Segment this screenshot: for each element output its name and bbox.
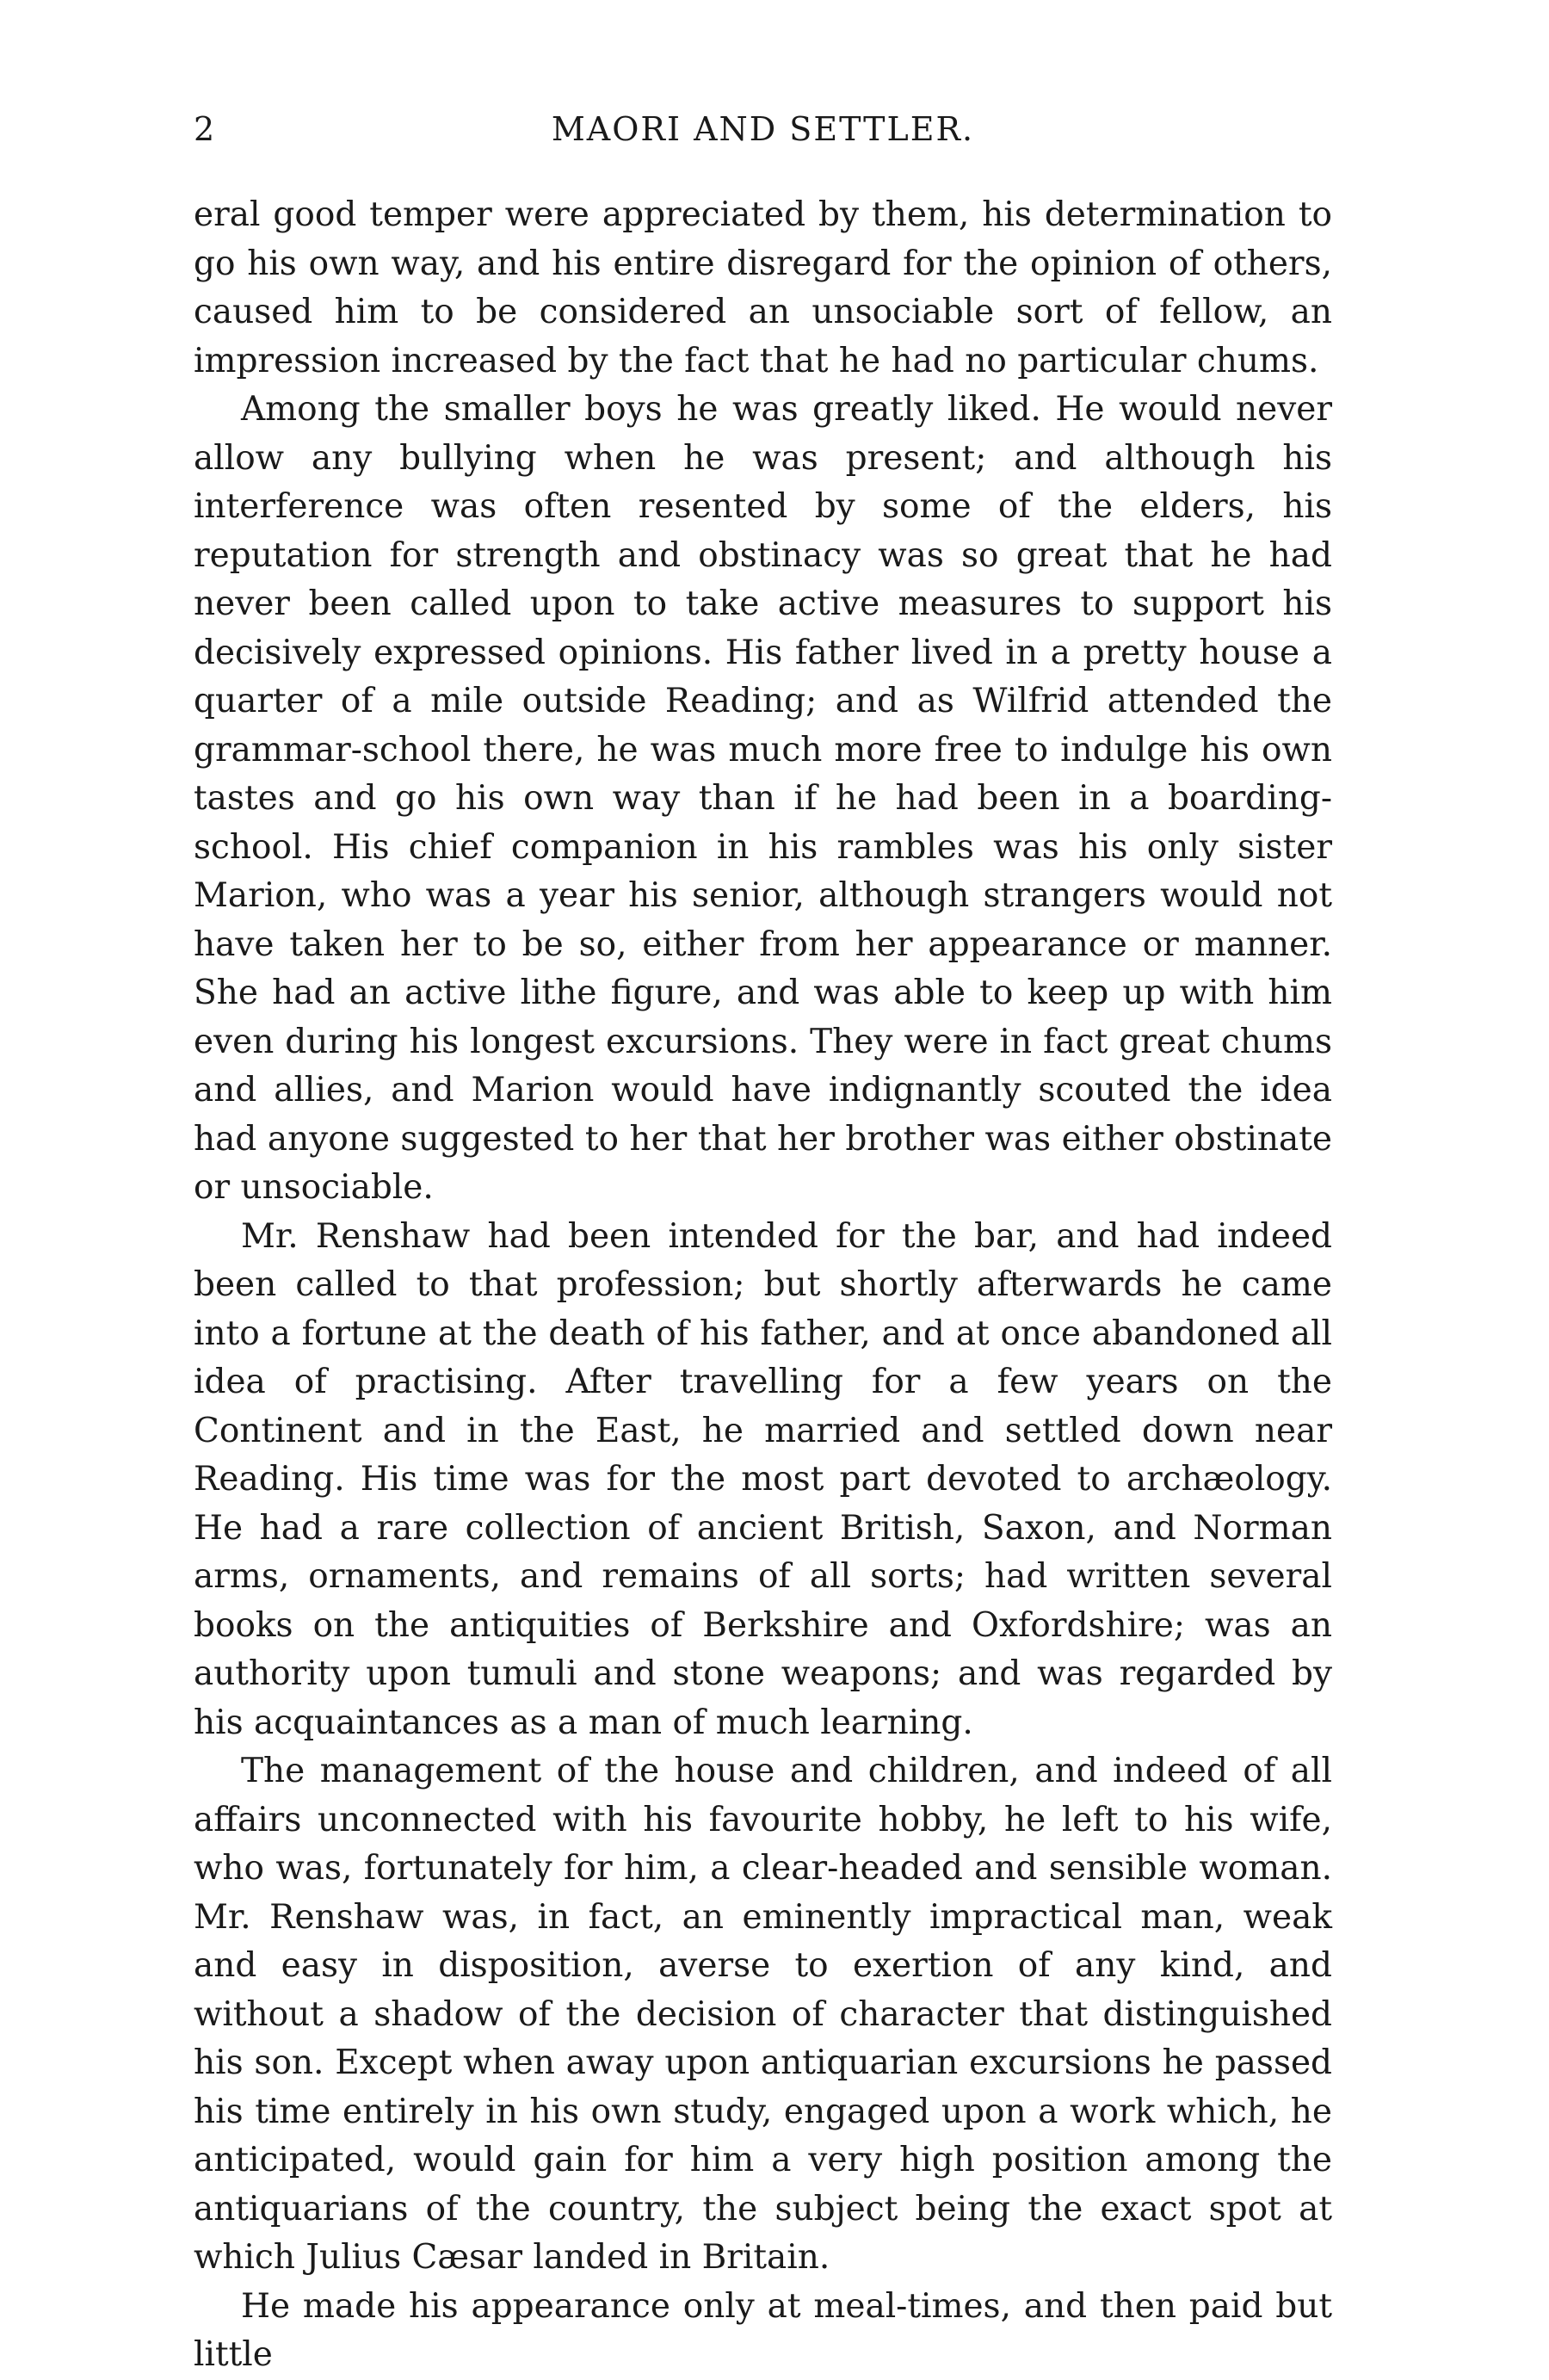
book-page bbox=[194, 103, 1332, 2380]
paragraph-1: eral good temper were appreciated by them, his determination to go his own way, and his entire disregard for the opinion of others, caused him to be considered an unsociable sort of fellow, an impression increased by the fact that he had no particular chums. bbox=[194, 195, 1332, 380]
running-title: MAORI AND SETTLER. bbox=[551, 110, 975, 148]
paragraph-3: Mr. Renshaw had been intended for the bar, and had indeed been called to that profession; but shortly afterwards he came into a fortune at the death of his father, and at once abandoned all idea of practising. After travelling for a few years on the Continent and in the East, he married and settled down near Reading. His time was for the most part devoted to archæology. He had a rare collection of ancient British, Saxon, and Norman arms, ornaments, and remains of all sorts; had written several books on the antiquities of Berkshire and Oxfordshire; was an authority upon tumuli and stone weapons; and was regarded by his acquaintances as a man of much learning. bbox=[194, 1216, 1332, 1742]
paragraph-5: He made his appearance only at meal-times, and then paid but little bbox=[194, 2286, 1332, 2374]
page-number: 2 bbox=[194, 110, 215, 148]
paragraph-4: The management of the house and children, and indeed of all affairs unconnected with his favourite hobby, he left to his wife, who was, fortunately for him, a clear-headed and sensible woman. Mr. Renshaw was, in fact, an eminently impractical man, weak and easy in disposition, averse to exertion of any kind, and without a shadow of the decision of character that distinguished his son. Except when away upon antiquarian excursions he passed his time entirely in his own study, engaged upon a work which, he anticipated, would gain for him a very high position among the antiquarians of the country, the subject being the exact spot at which Julius Cæsar landed in Britain. bbox=[194, 1752, 1332, 2277]
paragraph-2: Among the smaller boys he was greatly liked. He would never allow any bullying when he was present; and although his interference was often resented by some of the elders, his reputation for strength and obstinacy was so great that he had never been called upon to take active measures to support his decisively expressed opinions. His father lived in a pretty house a quarter of a mile outside Reading; and as Wilfrid attended the grammar-school there, he was much more free to indulge his own tastes and go his own way than if he had been in a boarding-school. His chief companion in his rambles was his only sister Marion, who was a year his senior, although strangers would not have taken her to be so, either from her appearance or manner. She had an active lithe figure, and was able to keep up with him even during his longest excursions. They were in fact great chums and allies, and Marion would have indignantly scouted the idea had anyone suggested to her that her brother was either obstinate or unsociable. bbox=[194, 390, 1332, 1207]
running-head bbox=[194, 103, 1332, 155]
text-body bbox=[194, 191, 1332, 2380]
